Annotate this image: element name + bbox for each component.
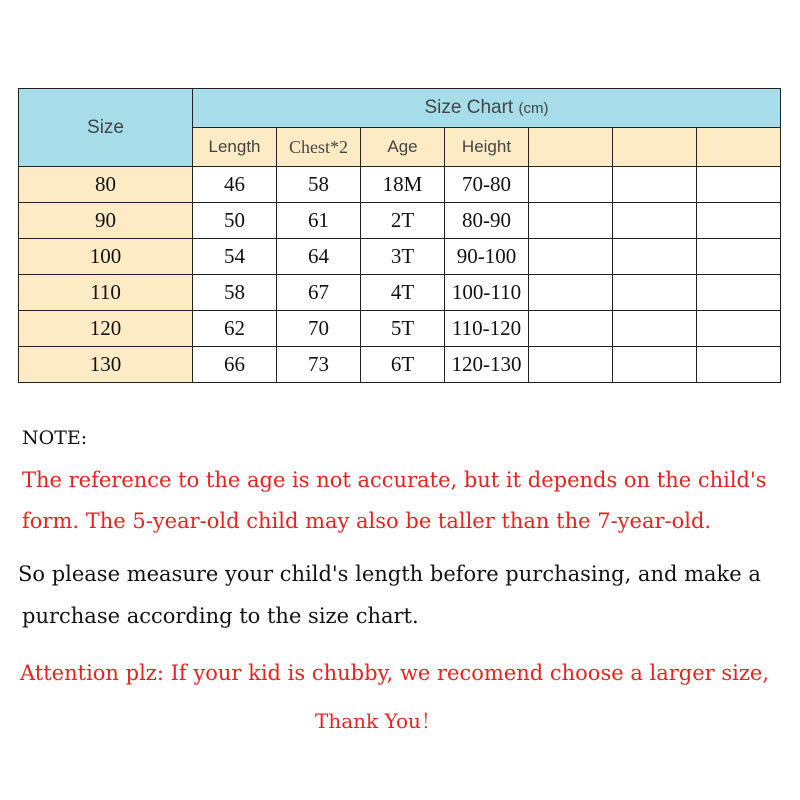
- note-label: NOTE:: [22, 427, 88, 449]
- height-cell: 90-100: [445, 239, 529, 275]
- measure-advice-line-1: So please measure your child's length before purchasing, and make a: [18, 562, 761, 586]
- chest-cell: 64: [277, 239, 361, 275]
- size-cell: 100: [19, 239, 193, 275]
- table-row: [19, 203, 781, 239]
- size-cell: 130: [19, 347, 193, 383]
- age-disclaimer-line-1: The reference to the age is not accurate, but it depends on the child's: [22, 468, 767, 492]
- size-chart-table: [18, 88, 781, 383]
- length-cell: 46: [193, 167, 277, 203]
- column-header-empty: [613, 128, 697, 167]
- age-disclaimer-line-2: form. The 5-year-old child may also be taller than the 7-year-old.: [22, 509, 712, 533]
- column-header-empty: [697, 128, 781, 167]
- age-cell: 6T: [361, 347, 445, 383]
- empty-cell: [697, 203, 781, 239]
- table-title-row: [19, 89, 781, 128]
- empty-cell: [613, 167, 697, 203]
- table-row: [19, 239, 781, 275]
- length-cell: 66: [193, 347, 277, 383]
- age-cell: 2T: [361, 203, 445, 239]
- size-chart-title: [193, 89, 781, 128]
- empty-cell: [697, 167, 781, 203]
- height-cell: 80-90: [445, 203, 529, 239]
- chest-cell: 73: [277, 347, 361, 383]
- empty-cell: [613, 275, 697, 311]
- height-cell: 120-130: [445, 347, 529, 383]
- length-cell: 58: [193, 275, 277, 311]
- empty-cell: [697, 239, 781, 275]
- title-unit: (cm): [518, 100, 549, 117]
- size-cell: 90: [19, 203, 193, 239]
- empty-cell: [697, 275, 781, 311]
- empty-cell: [529, 275, 613, 311]
- table-row: [19, 347, 781, 383]
- empty-cell: [529, 167, 613, 203]
- size-cell: 80: [19, 167, 193, 203]
- chest-cell: 61: [277, 203, 361, 239]
- table-row: [19, 311, 781, 347]
- length-cell: 50: [193, 203, 277, 239]
- size-column-header: Size: [19, 89, 193, 167]
- chest-cell: 70: [277, 311, 361, 347]
- column-header-empty: [529, 128, 613, 167]
- column-header-length: Length: [193, 128, 277, 167]
- empty-cell: [613, 347, 697, 383]
- chest-cell: 67: [277, 275, 361, 311]
- age-cell: 3T: [361, 239, 445, 275]
- height-cell: 100-110: [445, 275, 529, 311]
- length-cell: 62: [193, 311, 277, 347]
- empty-cell: [697, 311, 781, 347]
- column-header-age: Age: [361, 128, 445, 167]
- column-header-height: Height: [445, 128, 529, 167]
- size-cell: 120: [19, 311, 193, 347]
- table-row: [19, 275, 781, 311]
- empty-cell: [613, 239, 697, 275]
- age-cell: 5T: [361, 311, 445, 347]
- empty-cell: [529, 239, 613, 275]
- age-cell: 18M: [361, 167, 445, 203]
- height-cell: 70-80: [445, 167, 529, 203]
- empty-cell: [529, 347, 613, 383]
- empty-cell: [697, 347, 781, 383]
- length-cell: 54: [193, 239, 277, 275]
- empty-cell: [529, 311, 613, 347]
- table-row: [19, 167, 781, 203]
- size-cell: 110: [19, 275, 193, 311]
- title-text: Size Chart: [424, 97, 514, 118]
- attention-line: Attention plz: If your kid is chubby, we recomend choose a larger size,: [20, 661, 770, 685]
- thank-you-line: Thank You！: [315, 709, 441, 733]
- empty-cell: [613, 311, 697, 347]
- column-header-chest: Chest*2: [277, 128, 361, 167]
- chest-cell: 58: [277, 167, 361, 203]
- age-cell: 4T: [361, 275, 445, 311]
- height-cell: 110-120: [445, 311, 529, 347]
- measure-advice-line-2: purchase according to the size chart.: [22, 604, 419, 628]
- empty-cell: [613, 203, 697, 239]
- empty-cell: [529, 203, 613, 239]
